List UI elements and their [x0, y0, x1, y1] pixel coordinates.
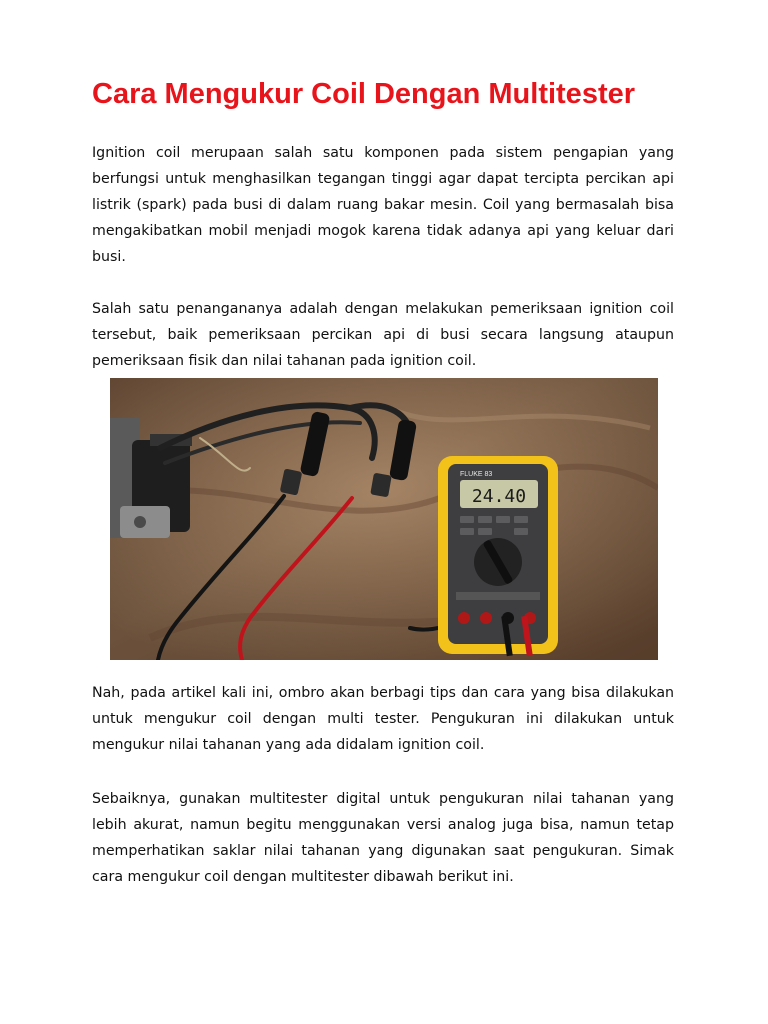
meter-display-reading: 24.40 [471, 486, 527, 507]
multimeter-photo [110, 378, 658, 660]
paragraph-4: Sebaiknya, gunakan multitester digital untuk pengukuran nilai tahanan yang lebih akurat, namun begitu menggunakan versi analog juga bisa, namun tetap memperhatikan saklar nilai tahanan yang digunakan saat pengukuran. Simak cara mengukur coil dengan multitester dibawah berikut ini. [92, 791, 674, 885]
meter-brand-label: FLUKE 83 [460, 471, 493, 478]
paragraph-2: Salah satu penangananya adalah dengan melakukan pemeriksaan ignition coil tersebut, baik pemeriksaan percikan api di busi secara langsung ataupun pemeriksaan fisik dan nilai tahanan pada ignition coil. [92, 301, 674, 369]
paragraph-3: Nah, pada artikel kali ini, ombro akan berbagi tips dan cara yang bisa dilakukan untuk mengukur coil dengan multi tester. Pengukuran ini dilakukan untuk mengukur nilai tahanan yang ada didalam ignition coil. [92, 685, 674, 753]
paragraph-1: Ignition coil merupaan salah satu komponen pada sistem pengapian yang berfungsi untuk menghasilkan tegangan tinggi agar dapat tercipta percikan api listrik (spark) pada busi di dalam ruang bakar mesin. Coil yang bermasalah bisa mengakibatkan mobil menjadi mogok karena tidak adanya api yang keluar dari busi. [92, 145, 674, 265]
multimeter [438, 456, 558, 656]
page-title: Cara Mengukur Coil Dengan Multitester [92, 78, 636, 110]
